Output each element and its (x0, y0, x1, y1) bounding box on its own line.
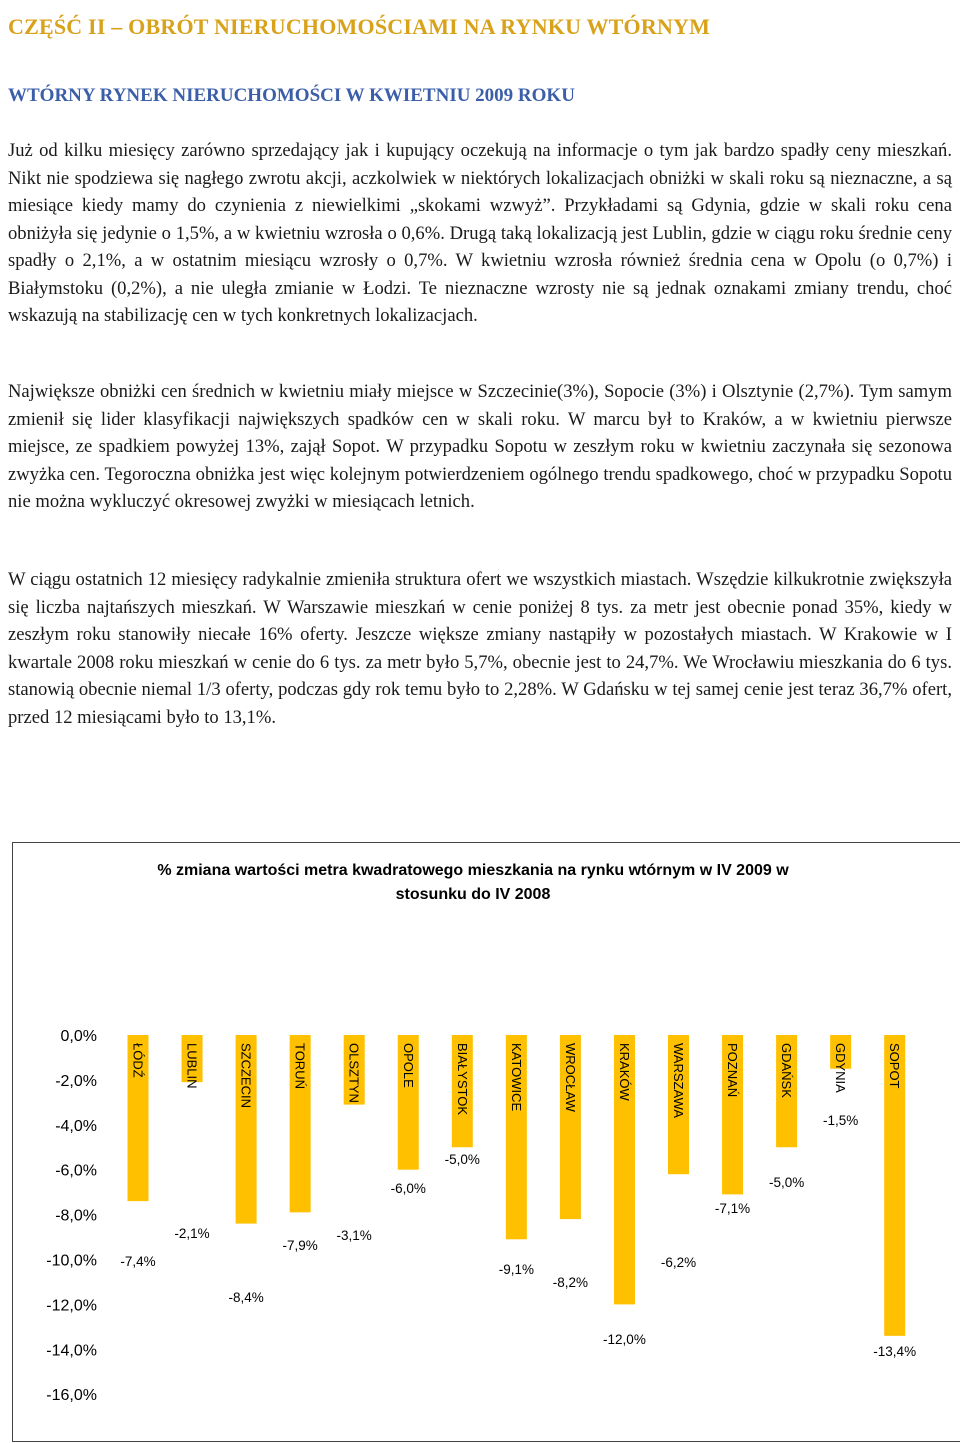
category-label: KRAKÓW (616, 1043, 632, 1101)
chart-title-line: % zmiana wartości metra kwadratowego mieszkania na rynku wtórnym w IV 2009 w (157, 862, 789, 879)
data-label: -7,1% (714, 1201, 751, 1216)
y-tick-label: -6,0% (55, 1162, 97, 1180)
category-label: WARSZAWA (671, 1043, 686, 1119)
y-tick-label: -14,0% (46, 1342, 97, 1360)
category-label: POZNAŃ (725, 1043, 741, 1098)
category-label: TORUŃ (292, 1043, 308, 1089)
y-tick-label: -4,0% (55, 1117, 97, 1135)
data-label: -9,1% (498, 1262, 534, 1277)
category-label: WROCŁAW (562, 1043, 578, 1112)
y-tick-label: -8,0% (55, 1207, 97, 1225)
paragraph-price-trends: Już od kilku miesięcy zarówno sprzedający jak i kupujący oczekują na informacje o tym jak bardzo spadły ceny mieszkań. Nikt nie spodziewa się nagłego zwrotu akcji, aczkolwiek w niektórych lokalizacjach obniżki w skali roku są nieznaczne, a są miesiące kiedy mamy do czynienia z niewielkimi „skokami wzwyż”. Przykładami są Gdynia, gdzie w skali roku cena obniżyła się jedynie o 1,5%, a w kwietniu wzrosła o 0,6%. Drugą taką lokalizacją jest Lublin, gdzie w ciągu roku średnie ceny spadły o 2,1%, a w ostatnim miesiącu wzrosły o 0,7%. W kwietniu wzrosła również średnia cena w Opolu (o 0,7%) i Białymstoku (0,2%), a nie uległa zmianie w Łodzi. Te nieznaczne wzrosty nie są jednak oznakami zmiany trendu, choć wskazują na stabilizację cen w tych konkretnych lokalizacjach. (8, 140, 952, 326)
data-label: -6,0% (390, 1181, 426, 1196)
category-label: OPOLE (400, 1043, 416, 1088)
data-label: -2,1% (174, 1226, 210, 1241)
category-label: OLSZTYN (346, 1043, 362, 1103)
data-label: -5,0% (444, 1152, 480, 1167)
data-label: -8,2% (552, 1275, 589, 1290)
part-heading: CZĘŚĆ II – OBRÓT NIERUCHOMOŚCIAMI NA RYNKU WTÓRNYM (8, 14, 711, 39)
paragraph-largest-declines: Największe obniżki cen średnich w kwietniu miały miejsce w Szczecinie(3%), Sopocie (3%) i Olsztynie (2,7%). Tym samym zmienił się lider klasyfikacji największych spadków cen w skali roku. W marcu był to Kraków, a w kwietniu pierwsze miejsce, ze spadkiem powyżej 13%, zajął Sopot. W przypadku Sopotu w zeszłym roku w kwietniu zaczynała się sezonowa zwyżka cen. Tegoroczna obniżka jest więc kolejnym potwierdzeniem ogólnego trendu spadkowego, choć w przypadku Sopotu nie można wykluczyć okresowej zwyżki w miesiącach letnich. (8, 381, 952, 512)
y-tick-label: -2,0% (55, 1072, 97, 1090)
y-tick-label: -12,0% (46, 1297, 97, 1315)
category-label: LUBLIN (184, 1043, 200, 1089)
category-label: ŁÓDŹ (130, 1043, 146, 1078)
category-label: SZCZECIN (238, 1043, 254, 1108)
data-label: -7,4% (120, 1254, 156, 1269)
category-label: SOPOT (887, 1043, 903, 1089)
category-label: GDAŃSK (779, 1043, 795, 1098)
data-label: -8,4% (228, 1290, 264, 1305)
category-label: KATOWICE (508, 1043, 524, 1112)
y-tick-label: -16,0% (46, 1387, 97, 1405)
category-label: GDYNIA (833, 1043, 849, 1093)
bar-chart (13, 843, 960, 1443)
data-label: -5,0% (768, 1175, 805, 1190)
data-label: -12,0% (603, 1332, 646, 1347)
paragraph-offer-structure: W ciągu ostatnich 12 miesięcy radykalnie zmieniła struktura ofert we wszystkich miastach. Wszędzie kilkukrotnie zwiększyła się liczba najtańszych mieszkań. W Warszawie mieszkań w cenie poniżej 8 tys. za metr jest obecnie ponad 35%, kiedy w zeszłym roku stanowiły niecałe 16% oferty. Jeszcze większe zmiany nastąpiły w pozostałych miastach. W Krakowie w I kwartale 2008 roku mieszkań w cenie do 6 tys. za metr było 5,7%, obecnie jest to 24,7%. We Wrocławiu mieszkania do 6 tys. stanowią obecnie niemal 1/3 oferty, podczas gdy rok temu było to 2,28%. W Gdańsku w tej samej cenie jest teraz 36,7% ofert, przed 12 miesiącami było to 13,1%. (8, 569, 952, 728)
data-label: -6,2% (660, 1255, 697, 1270)
chart-frame (12, 842, 960, 1442)
data-label: -1,5% (823, 1113, 859, 1128)
y-tick-label: -10,0% (46, 1252, 97, 1270)
data-label: -13,4% (873, 1344, 917, 1359)
data-label: -7,9% (282, 1238, 318, 1253)
y-tick-label: 0,0% (60, 1028, 97, 1045)
data-label: -3,1% (336, 1228, 372, 1243)
section-heading: WTÓRNY RYNEK NIERUCHOMOŚCI W KWIETNIU 2009 ROKU (8, 85, 575, 106)
category-label: BIAŁYSTOK (454, 1043, 470, 1116)
chart-title-line: stosunku do IV 2008 (395, 886, 551, 903)
